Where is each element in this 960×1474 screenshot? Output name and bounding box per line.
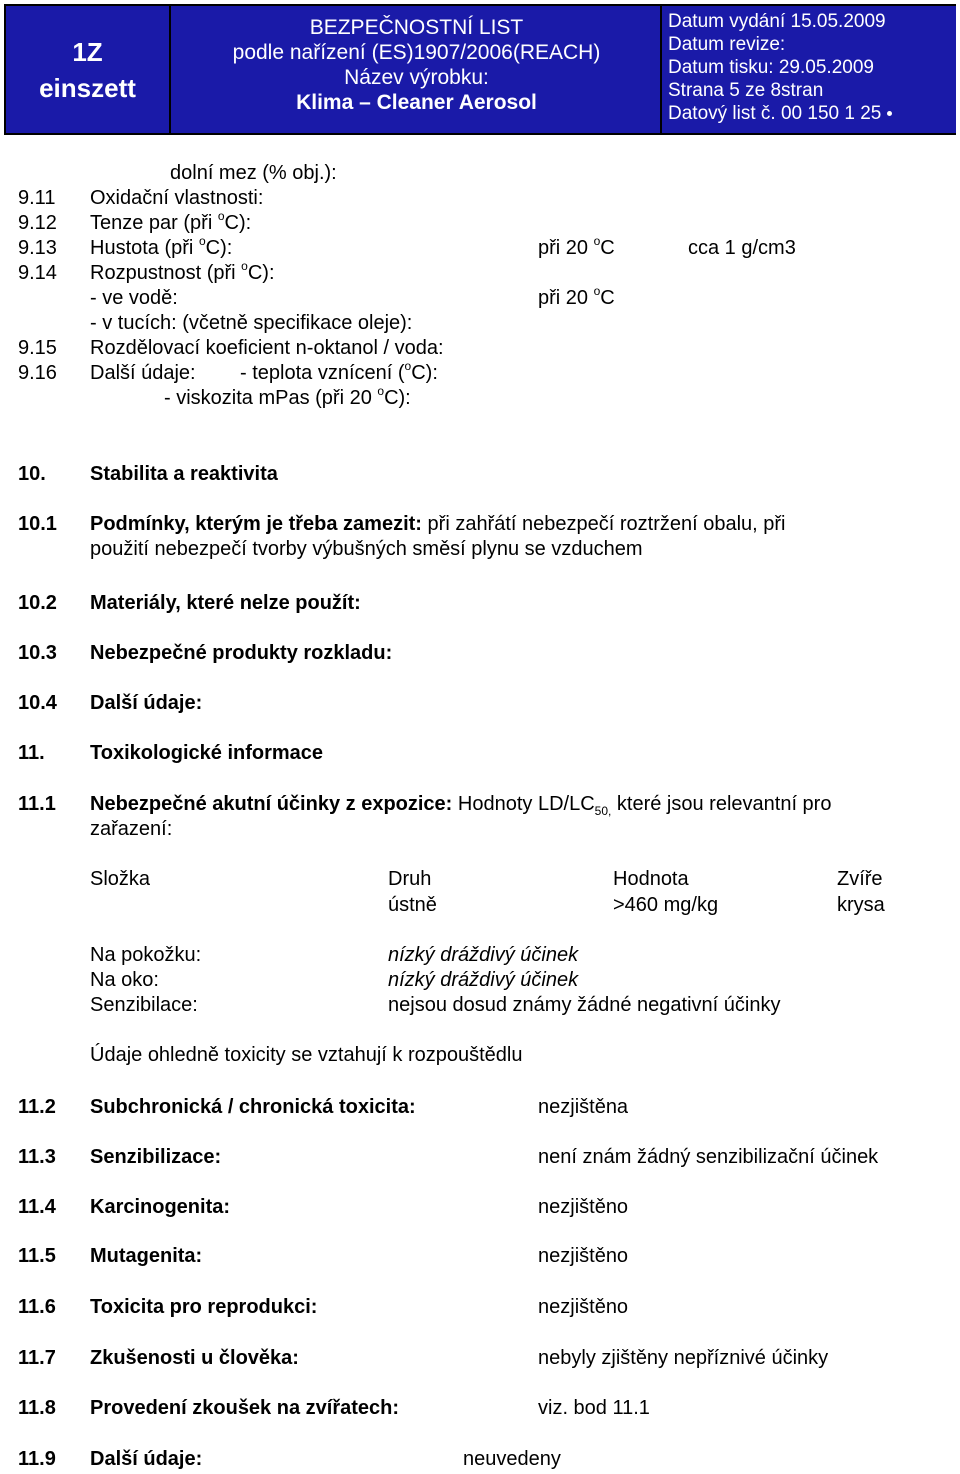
chronic-toxicity-label: Subchronická / chronická toxicita: bbox=[90, 1096, 416, 1118]
issue-date: Datum vydání 15.05.2009 bbox=[668, 11, 886, 32]
partition-coefficient-label: Rozdělovací koeficient n-oktanol / voda: bbox=[90, 337, 444, 359]
item-number: 9.11 bbox=[18, 187, 56, 209]
print-date: Datum tisku: 29.05.2009 bbox=[668, 57, 874, 78]
table-header-animal: Zvíře bbox=[837, 868, 883, 890]
section-title: Stabilita a reaktivita bbox=[90, 463, 278, 485]
acute-effects: Nebezpečné akutní účinky z expozice: Hodnoty $LD/LC_{50,}$ které jsou relevantní pro bbox=[90, 793, 832, 818]
item-number: 10.2 bbox=[18, 592, 57, 614]
solubility-fats-label: - v tucích: (včetně specifikace oleje): bbox=[90, 312, 413, 334]
item-number: 11.4 bbox=[18, 1196, 56, 1218]
acute-effects-cont: zařazení: bbox=[90, 818, 173, 840]
table-header-value: Hodnota bbox=[613, 868, 689, 890]
item-number: 11.8 bbox=[18, 1397, 56, 1419]
table-header-component: Složka bbox=[90, 868, 151, 890]
document-header bbox=[4, 4, 956, 135]
solubility-water-condition: při 20 $^o$C bbox=[538, 284, 615, 309]
other-data-label: Další údaje: bbox=[90, 1448, 203, 1470]
eye-value: nízký dráždivý účinek bbox=[388, 969, 579, 991]
sensitization-item-value: není znám žádný senzibilizační účinek bbox=[538, 1146, 879, 1168]
viscosity-label: - viskozita mPas (při 20 $^o$C): bbox=[164, 384, 411, 409]
item-number: 10.3 bbox=[18, 642, 57, 664]
vapour-pressure-label: Tenze par (při $^o$C): bbox=[90, 209, 252, 234]
other-data-label: Další údaje: bbox=[90, 692, 203, 714]
human-experience-label: Zkušenosti u člověka: bbox=[90, 1347, 299, 1369]
item-number: 9.14 bbox=[18, 262, 57, 284]
carcinogenicity-label: Karcinogenita: bbox=[90, 1196, 231, 1218]
skin-value: nízký dráždivý účinek bbox=[388, 944, 579, 966]
item-number: 11.3 bbox=[18, 1146, 56, 1168]
header-title-block bbox=[171, 6, 662, 133]
item-number: 9.15 bbox=[18, 337, 57, 359]
ignition-temp-label: - teplota vznícení ($^o$C): bbox=[240, 359, 438, 384]
section-number: 11. bbox=[18, 742, 45, 764]
density-condition: při 20 $^o$C bbox=[538, 234, 615, 259]
sensitization-label: Senzibilace: bbox=[90, 994, 198, 1016]
bullet-icon bbox=[887, 111, 892, 116]
toxicity-note: Údaje ohledně toxicity se vztahují k rozpouštědlu bbox=[90, 1044, 523, 1066]
product-label: Název výrobku: bbox=[344, 66, 489, 89]
item-number: 9.13 bbox=[18, 237, 57, 259]
sensitization-value: nejsou dosud známy žádné negativní účinky bbox=[388, 994, 781, 1016]
logo-line-2: einszett bbox=[39, 72, 136, 103]
doc-title: BEZPEČNOSTNÍ LIST bbox=[309, 16, 524, 39]
section-number: 10. bbox=[18, 463, 46, 485]
density-label: Hustota (při $^o$C): bbox=[90, 234, 233, 259]
sheet-number-text: Datový list č. 00 150 1 25 bbox=[668, 103, 882, 124]
page-number: Strana 5 ze 8stran bbox=[668, 80, 824, 101]
oxidizing-properties-label: Oxidační vlastnosti: bbox=[90, 187, 264, 209]
table-cell-value: >460 mg/kg bbox=[613, 894, 719, 916]
other-data-value: neuvedeny bbox=[463, 1448, 561, 1470]
product-name: Klima – Cleaner Aerosol bbox=[296, 91, 537, 114]
mutagenicity-label: Mutagenita: bbox=[90, 1245, 203, 1267]
item-number: 9.12 bbox=[18, 212, 57, 234]
decomposition-products-label: Nebezpečné produkty rozkladu: bbox=[90, 642, 393, 664]
company-logo bbox=[6, 6, 169, 133]
carcinogenicity-value: nezjištěno bbox=[538, 1196, 629, 1218]
animal-testing-value: viz. bod 11.1 bbox=[538, 1397, 650, 1419]
item-number: 11.9 bbox=[18, 1448, 56, 1470]
other-data-label: Další údaje: bbox=[90, 362, 196, 384]
item-number: 10.1 bbox=[18, 513, 57, 535]
item-number: 9.16 bbox=[18, 362, 57, 384]
sensitization-item-label: Senzibilizace: bbox=[90, 1146, 222, 1168]
human-experience-value: nebyly zjištěny nepříznivé účinky bbox=[538, 1347, 829, 1369]
animal-testing-label: Provedení zkoušek na zvířatech: bbox=[90, 1397, 400, 1419]
item-number: 11.7 bbox=[18, 1347, 56, 1369]
solubility-water-label: - ve vodě: bbox=[90, 287, 178, 309]
revision-date: Datum revize: bbox=[668, 34, 786, 55]
density-value: cca 1 g/cm3 bbox=[688, 237, 796, 259]
incompatible-materials-label: Materiály, které nelze použít: bbox=[90, 592, 361, 614]
logo-line-1: 1Z bbox=[72, 36, 103, 67]
table-cell-route: ústně bbox=[388, 894, 437, 916]
conditions-to-avoid-cont: použití nebezpečí tvorby výbušných směsí plynu se vzduchem bbox=[90, 538, 643, 560]
sheet-number bbox=[668, 102, 956, 125]
item-number: 11.1 bbox=[18, 793, 56, 815]
solubility-label: Rozpustnost (při $^o$C): bbox=[90, 259, 275, 284]
item-number: 10.4 bbox=[18, 692, 57, 714]
item-number: 11.6 bbox=[18, 1296, 56, 1318]
lower-limit-label: dolní mez (% obj.): bbox=[170, 162, 337, 184]
reproductive-toxicity-value: nezjištěno bbox=[538, 1296, 629, 1318]
table-cell-animal: krysa bbox=[837, 894, 885, 916]
skin-label: Na pokožku: bbox=[90, 944, 202, 966]
reproductive-toxicity-label: Toxicita pro reprodukci: bbox=[90, 1296, 318, 1318]
mutagenicity-value: nezjištěno bbox=[538, 1245, 629, 1267]
table-header-route: Druh bbox=[388, 868, 432, 890]
conditions-to-avoid: Podmínky, kterým je třeba zamezit: při zahřátí nebezpečí roztržení obalu, při bbox=[90, 513, 786, 535]
item-number: 11.2 bbox=[18, 1096, 56, 1118]
eye-label: Na oko: bbox=[90, 969, 159, 991]
header-meta-block bbox=[662, 6, 956, 133]
regulation: podle nařízení (ES)1907/2006(REACH) bbox=[232, 41, 601, 64]
chronic-toxicity-value: nezjištěna bbox=[538, 1096, 629, 1118]
section-title: Toxikologické informace bbox=[90, 742, 324, 764]
item-number: 11.5 bbox=[18, 1245, 56, 1267]
